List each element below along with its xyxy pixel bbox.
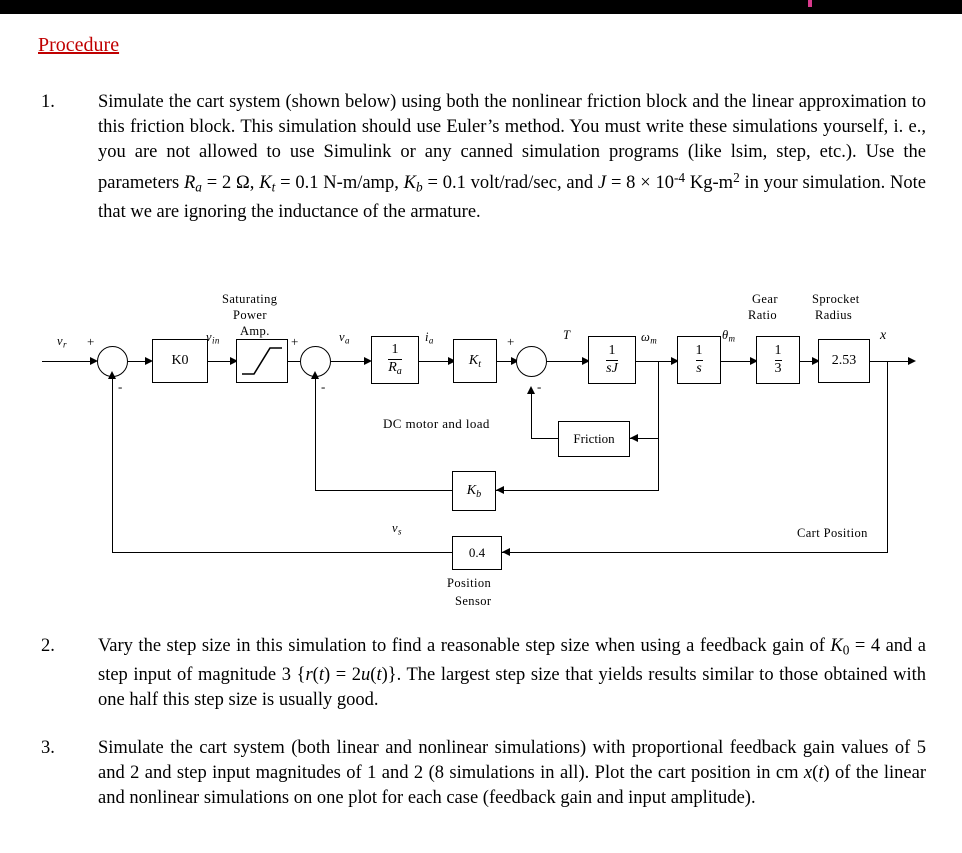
label-position-sensor-line1: Position [447,576,492,590]
list-item-text: Simulate the cart system (shown below) using both the nonlinear friction block and the linear approximation to this friction block. This simulation should use Euler’s method. You must write these simulations yourself, i. e., you are not allowed to use Simulink or any canned simulation programs (like lsim, step, etc.). Use the parameters $R_a = 2$ Ω, $K_t = 0.1$ N-m/amp, $K_b = 0.1$ volt/rad/sec, and $J = 8 \times 10^{-4}$ $Kg-m^2$ in your simulation. Note that we are ignoring the inductance of the armature. [98,92,926,222]
arrowhead [630,434,638,442]
list-item [41,634,926,713]
list-item-text: Simulate the cart system (both linear and nonlinear simulations) with proportional feedback gain values of 5 and 2 and step input magnitudes of 1 and 2 (8 simulations in all). Plot the cart position in cm x(t) of the linear and nonlinear simulations on one plot for each case (feedback gain and input amplitude). [98,738,926,808]
arrowhead [908,357,916,365]
label-gear-ratio-line2: Ratio [748,308,778,322]
sign-minus: - [321,379,326,394]
wire-friction-to-j3 [531,393,532,439]
wire-sensor-to-j1 [112,377,113,552]
wire-ra-kt [419,361,451,362]
sign-minus: - [118,379,123,394]
sign-plus: + [507,334,515,349]
block-kb-label: $K_b$ [466,482,482,500]
signal-label-T: T [563,328,571,342]
wire-to-kb-input [496,490,658,491]
sign-minus: - [537,379,542,394]
window-top-bar [0,0,962,14]
wire-input-vr [42,361,92,362]
block-k0-label: K0 [171,353,189,368]
signal-label-vr: $v_r$ [57,334,67,350]
label-saturating-power-amp-line3: Amp. [240,324,270,338]
list-item-number: 2. [41,636,55,656]
list-item-number: 1. [41,92,55,112]
label-sprocket-radius-line2: Radius [815,308,853,322]
arrowhead [502,548,510,556]
wire-kb-to-j2 [315,377,316,490]
block-kt-label: $K_t$ [468,352,482,370]
wire-output-tap-down [887,361,888,553]
page-title: Procedure [38,34,120,56]
signal-label-theta-m: $\theta_m$ [722,328,736,344]
label-cart-position: Cart Position [797,526,868,540]
wire-sensor-out [112,552,452,553]
signal-label-ia: $i_a$ [425,330,434,346]
list-item-number: 3. [41,738,55,758]
arrowhead [108,371,116,379]
block-1-over-3: $\frac{1}{3}$ [774,342,782,376]
signal-label-va: $v_a$ [339,330,350,346]
block-gear-ratio [756,336,800,384]
wire-omega-tap-to-friction [658,361,659,439]
wire-integrator-gear [721,361,753,362]
block-armature-resistance [371,336,419,384]
wire-to-sensor-input [502,552,887,553]
label-position-sensor-line2: Sensor [455,594,492,608]
label-gear-ratio-line1: Gear [752,292,778,306]
block-1-over-ra: $\frac{1}{R_a}$ [388,341,402,377]
block-sprocket-radius [818,339,870,383]
summing-junction-3 [516,346,547,377]
sign-plus: + [87,334,95,349]
wire-j3-sj [547,361,585,362]
block-torque-constant [453,339,497,383]
signal-label-vs: $v_s$ [392,521,402,537]
arrowhead [527,386,535,394]
list-item [41,90,926,225]
signal-label-x: x [880,328,887,343]
block-back-emf [452,471,496,511]
arrowhead [496,486,504,494]
block-sprocket-label: 2.53 [831,353,857,368]
list-item-text: Vary the step size in this simulation to find a reasonable step size when using a feedback gain of $K_0 = 4$ and a step input of magnitude 3 {r(t) = 2u(t)}. The largest step size that yields results similar to those obtained with one half this step size is usually good. [98,636,927,710]
block-friction [558,421,630,457]
label-saturating-power-amp-line1: Saturating [222,292,278,306]
block-sensor-gain-label: 0.4 [468,545,486,560]
arrowhead [311,371,319,379]
block-saturation [236,339,288,383]
accent-marker [808,0,812,7]
wire-omega-tap-down-kb [658,438,659,491]
block-position-sensor [452,536,502,570]
block-friction-label: Friction [573,431,615,446]
block-1-over-sj: $\frac{1}{sJ}$ [606,342,618,376]
block-integrator [677,336,721,384]
wire-kb-out [315,490,452,491]
saturation-curve-icon [237,340,287,382]
label-sprocket-radius-line1: Sprocket [812,292,860,306]
wire-friction-out [531,438,558,439]
label-saturating-power-amp-line2: Power [233,308,267,322]
block-1-over-s: $\frac{1}{s}$ [695,342,703,376]
sign-plus: + [291,334,299,349]
block-inertia [588,336,636,384]
block-k0 [152,339,208,383]
label-dc-motor-and-load: DC motor and load [383,416,490,431]
signal-label-vin: $v_{in}$ [206,330,220,346]
wire-output-x [870,361,912,362]
wire-sj-integrator [636,361,674,362]
wire-j2-ra [331,361,367,362]
list-item [41,736,926,811]
block-diagram [0,276,962,626]
signal-label-omega-m: $\omega_m$ [641,330,658,346]
